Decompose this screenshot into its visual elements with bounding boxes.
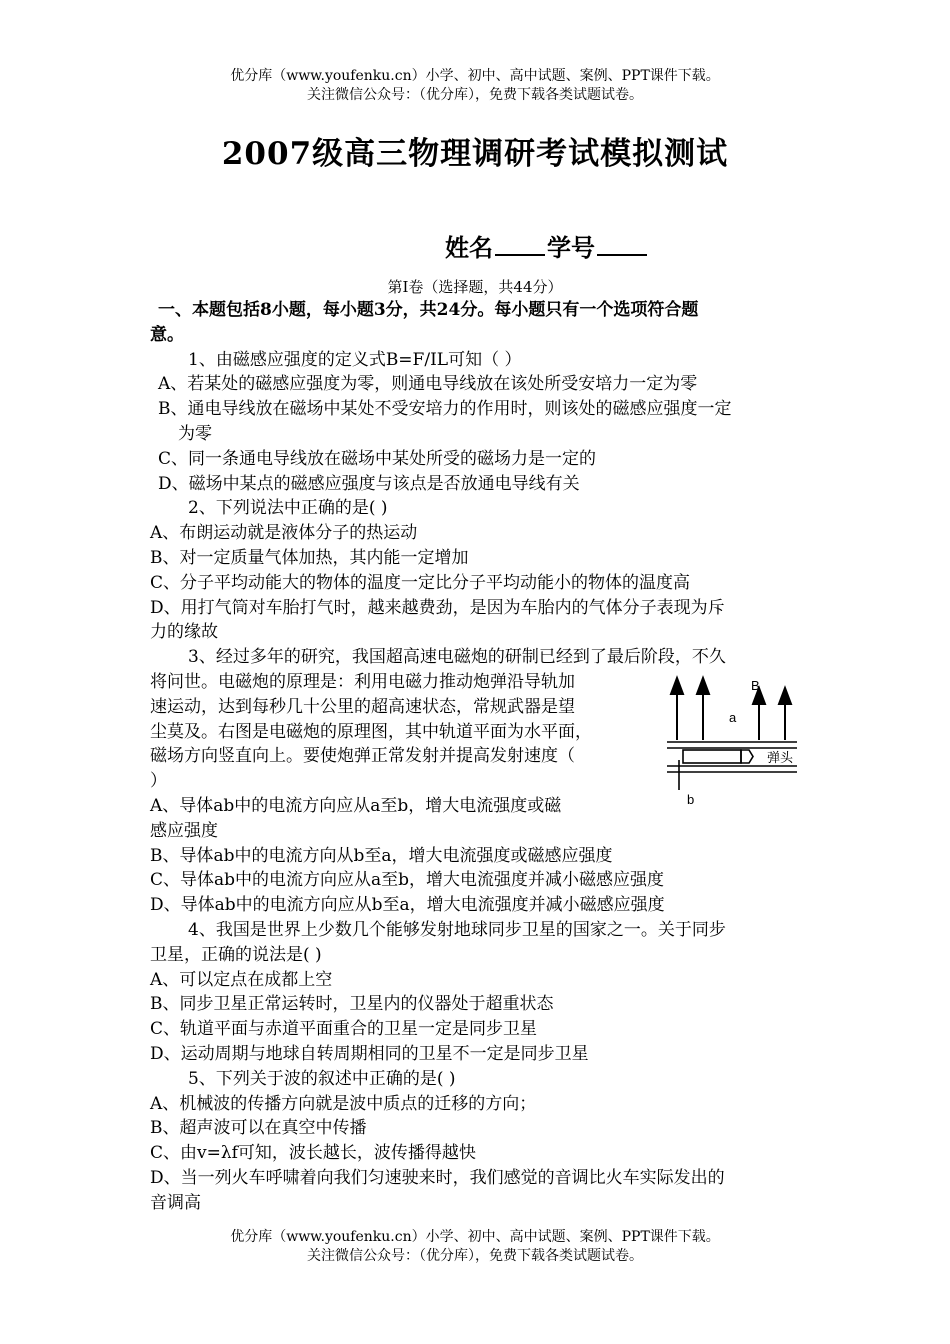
q4-stem-1: 4、我国是世界上少数几个能够发射地球同步卫星的国家之一。关于同步 (188, 919, 726, 940)
q1-option-a: A、若某处的磁感应强度为零，则通电导线放在该处所受安培力一定为零 (158, 374, 698, 395)
railgun-diagram (665, 672, 805, 812)
label-B: B (751, 678, 760, 693)
q2-stem: 2、下列说法中正确的是( ) (188, 498, 388, 519)
instruction-line-2: 意。 (150, 324, 184, 345)
projectile-body (683, 750, 741, 763)
q5-option-d-cont: 音调高 (150, 1192, 201, 1213)
q1-option-b: B、通电导线放在磁场中某处不受安培力的作用时，则该处的磁感应强度一定 (158, 399, 732, 420)
q3-option-a: A、导体ab中的电流方向应从a至b，增大电流强度或磁 (150, 795, 562, 816)
q1-option-d: D、磁场中某点的磁感应强度与该点是否放通电导线有关 (158, 473, 580, 494)
q1-option-c: C、同一条通电导线放在磁场中某处所受的磁场力是一定的 (158, 448, 597, 469)
q3-stem-5: 磁场方向竖直向上。要使炮弹正常发射并提高发射速度（ (150, 746, 575, 767)
page-title: 2007级高三物理调研考试模拟测试 (221, 136, 729, 172)
q2-option-d-cont: 力的缘故 (150, 622, 218, 643)
instruction-line-1: 一、本题包括8小题，每小题3分，共24分。每小题只有一个选项符合题 (158, 300, 699, 320)
q1-option-b-cont: 为零 (178, 423, 212, 444)
id-blank (597, 234, 647, 256)
q3-option-d: D、导体ab中的电流方向应从b至a，增大电流强度并减小磁感应强度 (150, 895, 665, 916)
label-bullet: 弹头 (767, 751, 794, 766)
q5-option-d: D、当一列火车呼啸着向我们匀速驶来时，我们感觉的音调比火车实际发出的 (150, 1167, 725, 1188)
q3-stem-4: 尘莫及。右图是电磁炮的原理图，其中轨道平面为水平面， (150, 721, 592, 742)
field-arrow-2 (697, 678, 709, 694)
id-label: 学号 (547, 233, 595, 262)
q4-option-a: A、可以定点在成都上空 (150, 969, 333, 990)
q4-option-c: C、轨道平面与赤道平面重合的卫星一定是同步卫星 (150, 1019, 538, 1040)
footer-line-1: 优分库（www.youfenku.cn）小学、初中、高中试题、案例、PPT课件下载。 (230, 1229, 720, 1245)
q3-option-a-cont: 感应强度 (150, 820, 218, 841)
q5-option-b: B、超声波可以在真空中传播 (150, 1118, 367, 1139)
label-a: a (729, 710, 737, 725)
q3-stem-2: 将问世。电磁炮的原理是：利用电磁力推动炮弹沿导轨加 (150, 671, 575, 692)
q4-option-b: B、同步卫星正常运转时，卫星内的仪器处于超重状态 (150, 994, 554, 1015)
q3-option-c: C、导体ab中的电流方向应从a至b，增大电流强度并减小磁感应强度 (150, 870, 665, 891)
q5-option-a: A、机械波的传播方向就是波中质点的迁移的方向； (150, 1093, 537, 1114)
q3-stem-6: ） (150, 771, 167, 792)
field-arrow-1 (671, 678, 683, 694)
label-b: b (687, 792, 695, 807)
footer-line-2: 关注微信公众号：（优分库），免费下载各类试题试卷。 (307, 1248, 643, 1264)
q2-option-d: D、用打气筒对车胎打气时，越来越费劲，是因为车胎内的气体分子表现为斥 (150, 597, 725, 618)
section-label: 第Ⅰ卷（选择题，共44分） (387, 278, 563, 296)
q3-stem-1: 3、经过多年的研究，我国超高速电磁炮的研制已经到了最后阶段，不久 (188, 647, 726, 668)
q5-option-c: C、由v=λf可知，波长越长，波传播得越快 (150, 1143, 476, 1164)
header-line-2: 关注微信公众号：（优分库），免费下载各类试题试卷。 (307, 87, 643, 103)
q2-option-b: B、对一定质量气体加热，其内能一定增加 (150, 547, 469, 568)
q1-stem: 1、由磁感应强度的定义式B=F/IL可知（ ） (188, 349, 522, 370)
q5-stem: 5、下列关于波的叙述中正确的是( ) (188, 1068, 456, 1089)
q3-option-b: B、导体ab中的电流方向从b至a，增大电流强度或磁感应强度 (150, 845, 613, 866)
field-arrow-4 (779, 688, 791, 704)
q4-option-d: D、运动周期与地球自转周期相同的卫星不一定是同步卫星 (150, 1043, 589, 1064)
q4-stem-2: 卫星，正确的说法是( ) (150, 944, 322, 965)
name-blank (495, 234, 545, 256)
projectile-tip (741, 750, 753, 763)
q3-stem-3: 速运动，达到每秒几十公里的超高速状态，常规武器是望 (150, 696, 575, 717)
q2-option-c: C、分子平均动能大的物体的温度一定比分子平均动能小的物体的温度高 (150, 572, 691, 593)
student-info (445, 228, 649, 263)
name-label: 姓名 (445, 233, 493, 262)
header-line-1: 优分库（www.youfenku.cn）小学、初中、高中试题、案例、PPT课件下载。 (230, 68, 720, 84)
q2-option-a: A、布朗运动就是液体分子的热运动 (150, 523, 418, 544)
